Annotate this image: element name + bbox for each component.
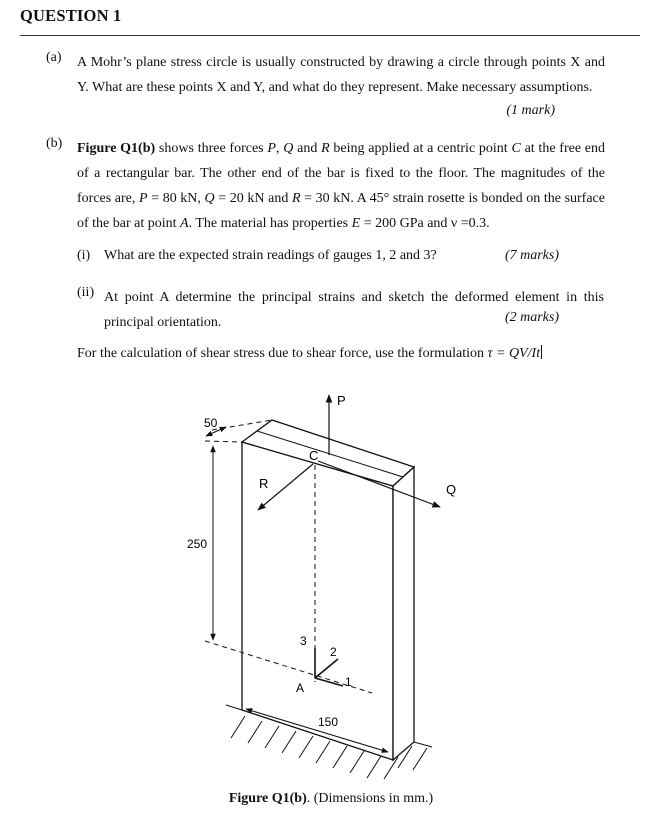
- part-b-text-3: at the free end of a rectangular bar. The other end of the bar is fixed to the floor. The magnitudes of the forces are,: [77, 141, 606, 206]
- part-a-marks: (1 mark): [506, 103, 555, 118]
- var-P-2: P: [139, 191, 148, 206]
- label-P: P: [337, 393, 346, 408]
- var-Q: Q: [283, 141, 294, 156]
- R-value: = 30 kN. A 45° strain rosette is bonded on the surface of the bar at point: [77, 191, 605, 231]
- label-C: C: [309, 448, 319, 463]
- sub-i-marks: (7 marks): [504, 248, 559, 263]
- ext-line-mid: [205, 441, 242, 442]
- label-gauge-2: 2: [330, 645, 337, 659]
- caption-bold: Figure Q1(b): [228, 791, 307, 806]
- sub-i-text: What are the expected strain readings of gauges 1, 2 and 3?: [104, 248, 437, 263]
- var-P: P: [267, 141, 276, 156]
- shear-note-text: For the calculation of shear stress due to shear force, use the formulation: [77, 346, 488, 361]
- text-cursor: [541, 345, 542, 359]
- sub-i-label: (i): [77, 248, 91, 263]
- heading-divider: [20, 35, 640, 36]
- Q-value: = 20 kN and: [214, 191, 292, 206]
- label-R: R: [259, 476, 269, 491]
- shear-formula: τ = QV/It: [487, 346, 541, 361]
- figure-q1b: [0, 380, 662, 790]
- part-b-label: (b): [46, 136, 63, 151]
- part-b-comma: ,: [275, 141, 284, 156]
- label-A: A: [296, 681, 305, 695]
- E-value: = 200 GPa and ν =0.3.: [360, 216, 490, 231]
- bar-side-face: [393, 467, 414, 760]
- caption-rest: . (Dimensions in mm.): [306, 791, 434, 806]
- part-b-and: and: [293, 141, 322, 156]
- P-value: = 80 kN,: [147, 191, 205, 206]
- var-Q-2: Q: [204, 191, 215, 206]
- dim-250: 250: [187, 537, 208, 551]
- dim-50: 50: [204, 416, 218, 430]
- part-a-text: A Mohr’s plane stress circle is usually constructed by drawing a circle through points X and Y. What are these points X and Y, and what do they represent. Make necessary assumptions.: [77, 55, 605, 95]
- part-b-text-4: . The material has properties: [188, 216, 352, 231]
- part-a-label: (a): [46, 50, 62, 65]
- label-Q: Q: [446, 482, 457, 497]
- figure-reference: Figure Q1(b): [77, 141, 156, 156]
- label-gauge-1: 1: [345, 675, 352, 689]
- sub-ii-text: At point A determine the principal strains and sketch the deformed element in this principal orientation.: [104, 290, 604, 330]
- part-b-text: [77, 136, 605, 236]
- figure-caption: [0, 791, 662, 807]
- sub-ii-label: (ii): [77, 285, 95, 300]
- dim-150: 150: [318, 715, 339, 729]
- var-R: R: [321, 141, 330, 156]
- shear-note: [77, 345, 605, 362]
- label-gauge-3: 3: [300, 634, 307, 648]
- question-heading: QUESTION 1: [20, 6, 122, 25]
- part-b-text-1: shows three forces: [155, 141, 268, 156]
- var-E: E: [351, 216, 361, 231]
- var-A: A: [180, 216, 189, 231]
- var-R-2: R: [291, 191, 301, 206]
- part-b-text-2: being applied at a centric point: [329, 141, 512, 156]
- var-C: C: [511, 141, 521, 156]
- sub-ii-marks: (2 marks): [504, 310, 559, 325]
